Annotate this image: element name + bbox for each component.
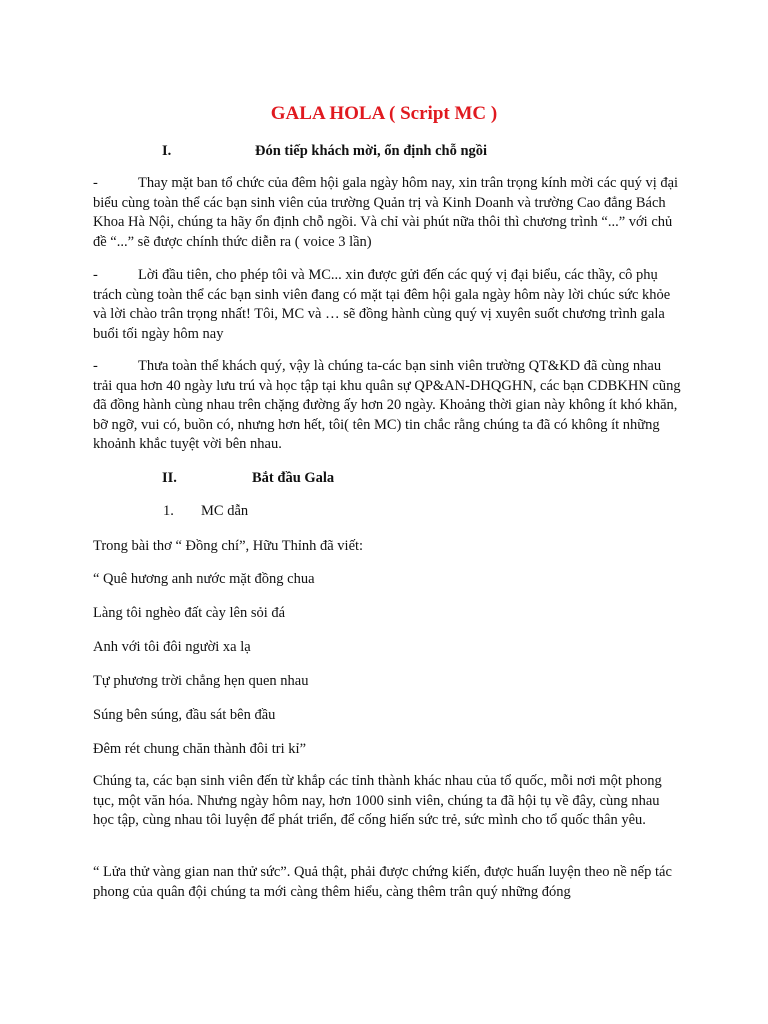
body-paragraph: “ Lửa thử vàng gian nan thử sức”. Quả thật, phải được chứng kiến, được huấn luyện theo nề nếp tác phong của quân đội chúng ta mới càng thêm hiểu, càng thêm trân quý những đóng [93,864,672,900]
subsection-label: MC dẫn [201,503,249,519]
bullet-paragraph [93,174,683,252]
poem-line: “ Quê hương anh nước mặt đồng chua [93,571,315,587]
section-number: II. [162,470,177,486]
poem-line: Làng tôi nghèo đất cày lên sỏi đá [93,605,286,621]
bullet-text: Thưa toàn thể khách quý, vậy là chúng ta-các bạn sinh viên trường QT&KD đã cùng nhau trải qua hơn 40 ngày lưu trú và học tập tại khu quân sự QP&AN-DHQGHN, các bạn CDBKHN cũng đã đồng hành cùng nhau trên chặng đường ấy hơn 20 ngày. Khoảng thời gian này không ít khó khăn, bỡ ngỡ, vui có, buồn có, nhưng hơn hết, tôi( tên MC) tin chắc rằng chúng ta đã có không ít những khoảnh khắc tuyệt vời bên nhau. [93,358,681,452]
bullet-paragraph [93,357,683,455]
poem-line: Súng bên súng, đầu sát bên đầu [93,707,276,723]
bullet-paragraph [93,266,683,344]
bullet-text: Thay mặt ban tổ chức của đêm hội gala ngày hôm nay, xin trân trọng kính mời các quý vị đại biểu cùng toàn thể các bạn sinh viên của trường Quản trị và Kinh Doanh và trường Cao đẳng Bách Khoa Hà Nội, chúng ta hãy ổn định chỗ ngồi. Và chỉ vài phút nữa thôi thì chương trình “...” với chủ đề “...” sẽ được chính thức diễn ra ( voice 3 lần) [93,175,679,250]
bullet-marker: - [93,358,98,374]
poem-line: Đêm rét chung chăn thành đôi tri kỉ” [93,741,307,757]
bullet-marker: - [93,267,98,283]
section-number: I. [162,143,172,159]
poem-line: Tự phương trời chẳng hẹn quen nhau [93,673,309,689]
section-title: Đón tiếp khách mời, ổn định chỗ ngồi [255,143,488,159]
body-paragraph: Chúng ta, các bạn sinh viên đến từ khắp các tỉnh thành khác nhau của tổ quốc, mỗi nơi một phong tục, một văn hóa. Nhưng ngày hôm nay, hơn 1000 sinh viên, chúng ta đã hội tụ về đây, cùng nhau học tập, cùng nhau tôi luyện để phát triển, để cống hiến sức trẻ, sức mình cho tổ quốc thân yêu. [93,773,662,828]
subsection-number: 1. [163,503,174,519]
bullet-marker: - [93,175,98,191]
poem-line: Anh với tôi đôi người xa lạ [93,639,251,655]
bullet-text: Lời đầu tiên, cho phép tôi và MC... xin được gửi đến các quý vị đại biểu, các thầy, cô phụ trách cùng toàn thể các bạn sinh viên đang có mặt tại đêm hội gala ngày hôm này lời chúc sức khỏe và lời chào trân trọng nhất! Tôi, MC và … sẽ đồng hành cùng quý vị xuyên suốt chương trình gala buổi tối ngày hôm nay [93,267,671,342]
poem-intro: Trong bài thơ “ Đồng chí”, Hữu Thỉnh đã viết: [93,538,364,554]
document-title: GALA HOLA ( Script MC ) [270,103,498,124]
section-title: Bắt đầu Gala [252,470,335,486]
